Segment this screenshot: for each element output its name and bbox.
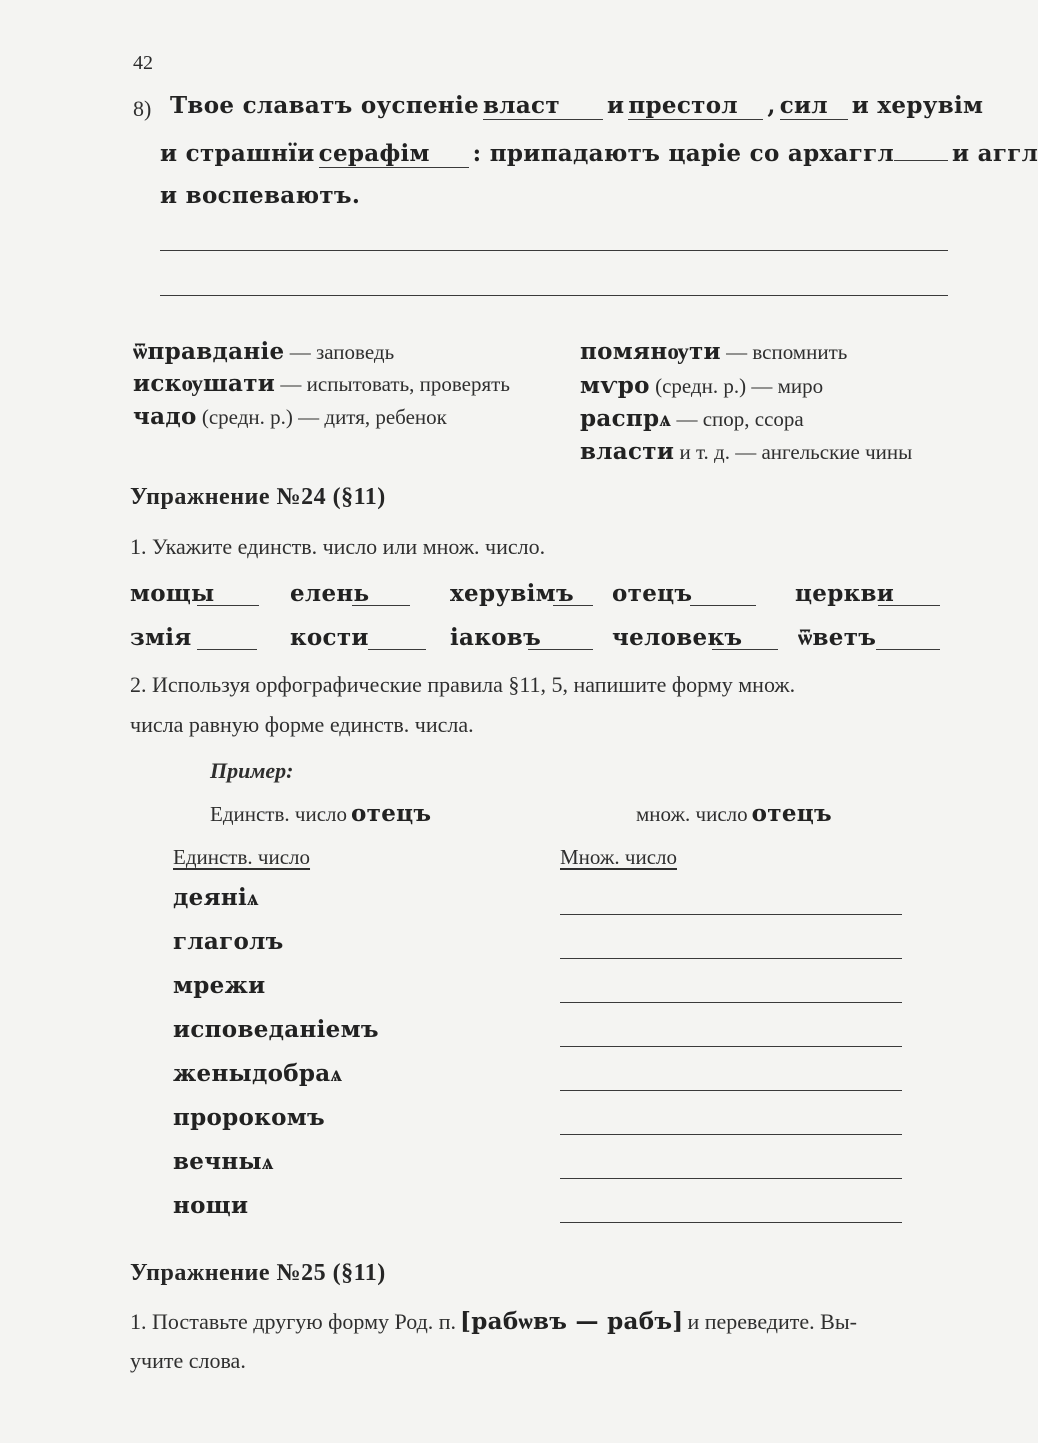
grid-blank bbox=[528, 649, 593, 650]
grid-blank bbox=[368, 649, 426, 650]
exercise-25-title: Упражнение №25 (§11) bbox=[130, 1260, 386, 1286]
answer-line bbox=[160, 295, 948, 296]
ex8-word: и аггл bbox=[952, 140, 1038, 167]
vocab-meaning: (средн. р.) — дитя, ребенок bbox=[196, 405, 447, 429]
grid-word: церкви bbox=[795, 580, 895, 607]
grid-blank bbox=[197, 605, 259, 606]
ex8-blank-word: власт bbox=[483, 92, 603, 120]
grid-word: херувімъ bbox=[450, 580, 574, 607]
vocab-right-2 bbox=[580, 372, 823, 399]
example-plural bbox=[636, 800, 832, 827]
singular-word: женыдобраѧ bbox=[173, 1060, 343, 1087]
exercise-25-task-1-line-1 bbox=[130, 1308, 857, 1335]
exercise-25-text: и переведите. Вы- bbox=[687, 1309, 857, 1334]
vocab-meaning: (средн. р.) — миро bbox=[649, 374, 824, 398]
singular-word: вечныѧ bbox=[173, 1148, 274, 1175]
grid-blank bbox=[712, 649, 778, 650]
example-singular-word: отецъ bbox=[351, 800, 432, 827]
exercise-24-task-2-line-2: числа равную форме единств. числа. bbox=[130, 712, 474, 737]
grid-word: мощы bbox=[130, 580, 215, 607]
ex8-word: и херувім bbox=[851, 92, 984, 119]
vocab-term: ѿправданіе bbox=[133, 338, 285, 365]
singular-word: мрежи bbox=[173, 972, 266, 999]
grid-word: ѿветъ bbox=[798, 624, 877, 651]
exercise-24-task-1: 1. Укажите единств. число или множ. число. bbox=[130, 534, 546, 559]
vocab-term: чадо bbox=[133, 403, 197, 430]
ex8-blank bbox=[894, 142, 948, 161]
plural-answer-line bbox=[560, 1134, 902, 1135]
column-singular-header: Единств. число bbox=[173, 845, 311, 869]
vocab-meaning: — спор, ссора bbox=[671, 407, 804, 431]
ex8-blank-word: серафім bbox=[319, 140, 469, 168]
vocab-meaning: — заповедь bbox=[284, 340, 395, 364]
exercise-24-task-2-line-1: 2. Используя орфографические правила §11, 5, напишите форму множ. bbox=[130, 672, 796, 697]
grid-word: іаковъ bbox=[450, 624, 542, 651]
plural-answer-line bbox=[560, 1090, 902, 1091]
vocab-right-4 bbox=[580, 438, 912, 465]
ex8-word: и воспеваютъ. bbox=[160, 182, 361, 209]
plural-answer-line bbox=[560, 1178, 902, 1179]
ex8-word: и bbox=[607, 92, 625, 119]
plural-answer-line bbox=[560, 1046, 902, 1047]
ex8-word: и страшнїи bbox=[160, 140, 315, 167]
singular-word: деяніѧ bbox=[173, 884, 259, 911]
grid-word: елень bbox=[290, 580, 370, 607]
singular-word: исповеданіемъ bbox=[173, 1016, 379, 1043]
column-plural-header: Множ. число bbox=[560, 845, 677, 869]
example-singular-label: Единств. число bbox=[210, 802, 348, 826]
grid-blank bbox=[878, 605, 940, 606]
plural-answer-line bbox=[560, 958, 902, 959]
plural-answer-line bbox=[560, 1002, 902, 1003]
example-plural-word: отецъ bbox=[751, 800, 832, 827]
example-label: Пример: bbox=[210, 758, 294, 783]
ex8-blank-word: сил bbox=[780, 92, 848, 120]
vocab-term: помянѹти bbox=[580, 338, 721, 365]
exercise-24-title: Упражнение №24 (§11) bbox=[130, 484, 386, 510]
exercise-25-text: 1. Поставьте другую форму Род. п. bbox=[130, 1309, 457, 1334]
vocab-right-1 bbox=[580, 338, 847, 365]
ex8-word: Твое славатъ оуспеніе bbox=[170, 92, 480, 119]
answer-line bbox=[160, 250, 948, 251]
singular-word: пророкомъ bbox=[173, 1104, 325, 1131]
plural-answer-line bbox=[560, 1222, 902, 1223]
ex8-number: 8) bbox=[133, 96, 152, 121]
exercise-25-task-1-line-2: учите слова. bbox=[130, 1348, 246, 1373]
ex8-blank-word: престол bbox=[628, 92, 763, 120]
vocab-term: мѵро bbox=[580, 372, 650, 399]
plural-answer-line bbox=[560, 914, 902, 915]
ex8-line1 bbox=[170, 92, 983, 120]
grid-word: змія bbox=[130, 624, 192, 651]
vocab-meaning: — испытовать, проверять bbox=[275, 372, 510, 396]
grid-word: отецъ bbox=[612, 580, 693, 607]
ex8-line2 bbox=[160, 140, 1038, 168]
grid-blank bbox=[352, 605, 410, 606]
vocab-left-3 bbox=[133, 403, 447, 430]
singular-word: нощи bbox=[173, 1192, 249, 1219]
page-number: 42 bbox=[133, 52, 153, 74]
grid-blank bbox=[553, 605, 593, 606]
vocab-meaning: и т. д. — ангельские чины bbox=[674, 440, 913, 464]
ex8-word: , bbox=[767, 92, 776, 119]
grid-blank bbox=[690, 605, 756, 606]
grid-word: человекъ bbox=[612, 624, 743, 651]
vocab-term: власти bbox=[580, 438, 675, 465]
grid-word: кости bbox=[290, 624, 369, 651]
vocab-left-1 bbox=[133, 338, 394, 365]
ex8-line3 bbox=[160, 182, 360, 209]
example-singular bbox=[210, 800, 431, 827]
grid-blank bbox=[876, 649, 940, 650]
example-plural-label: множ. число bbox=[636, 802, 748, 826]
vocab-right-3 bbox=[580, 405, 804, 432]
singular-word: глаголъ bbox=[173, 928, 284, 955]
grid-blank bbox=[197, 649, 257, 650]
genitive-forms-bracket: [рабѡвъ — рабъ] bbox=[460, 1308, 684, 1335]
vocab-left-2 bbox=[133, 370, 510, 397]
vocab-meaning: — вспомнить bbox=[720, 340, 848, 364]
vocab-term: искѹшати bbox=[133, 370, 276, 397]
ex8-word: : припадаютъ царіе со архаггл bbox=[472, 140, 894, 167]
vocab-term: распрѧ bbox=[580, 405, 672, 432]
